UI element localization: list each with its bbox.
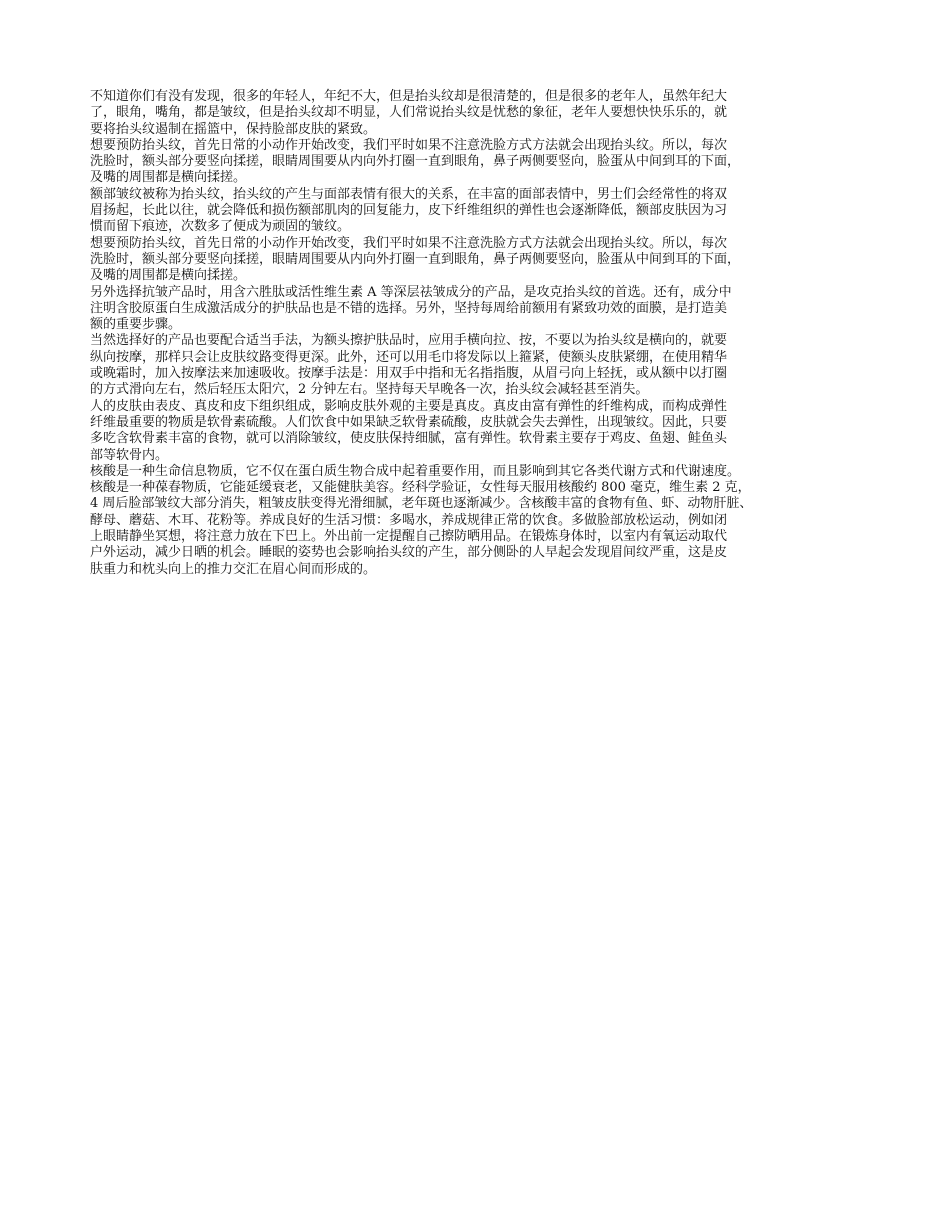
paragraph-massage: 当然选择好的产品也要配合适当手法，为额头擦护肤品时，应用手横向拉、按，不要以为抬头纹是横向的，就要 纵向按摩，那样只会让皮肤纹路变得更深。此外，还可以用毛巾将发际以上箍紧，使额头皮肤紧绷，在使用精华 或晚霜时，加入按摩法来加速吸收。按摩手法是：用双手中指和无名指指腹，从眉弓向上轻抚，或从额中以打圈 的方式滑向左右，然后轻压太阳穴，2 分钟左右。坚持每天早晚各一次，抬头纹会减轻甚至消失。: [90, 333, 728, 398]
document-body: [90, 89, 880, 578]
paragraph-prevention-repeat: 想要预防抬头纹，首先日常的小动作开始改变，我们平时如果不注意洗脸方式方法就会出现抬头纹。所以，每次 洗脸时，额头部分要竖向揉搓，眼睛周围要从内向外打圈一直到眼角，鼻子两侧要竖向，脸蛋从中间到耳的下面， 及嘴的周围都是横向揉搓。: [90, 235, 741, 284]
paragraph-prevention: 想要预防抬头纹，首先日常的小动作开始改变，我们平时如果不注意洗脸方式方法就会出现抬头纹。所以，每次 洗脸时，额头部分要竖向揉搓，眼睛周围要从内向外打圈一直到眼角，鼻子两侧要竖向，脸蛋从中间到耳的下面， 及嘴的周围都是横向揉搓。: [90, 137, 741, 186]
paragraph-skin-structure: 人的皮肤由表皮、真皮和皮下组织组成，影响皮肤外观的主要是真皮。真皮由富有弹性的纤维构成，而构成弹性 纤维最重要的物质是软骨素硫酸。人们饮食中如果缺乏软骨素硫酸，皮肤就会失去弹性，出现皱纹。因此，只要 多吃含软骨素丰富的食物，就可以消除皱纹，使皮肤保持细腻，富有弹性。软骨素主要存于鸡皮、鱼翅、鲑鱼头 部等软骨内。: [90, 398, 728, 463]
paragraph-products: 另外选择抗皱产品时，用含六胜肽或活性维生素 A 等深层祛皱成分的产品，是攻克抬头纹的首选。还有，成分中 注明含胶原蛋白生成激活成分的护肤品也是不错的选择。另外，坚持每周给前额用有紧致功效的面膜，是打造美 额的重要步骤。: [90, 284, 732, 333]
paragraph-nucleic-acid: 核酸是一种生命信息物质，它不仅在蛋白质生物合成中起着重要作用，而且影响到其它各类代谢方式和代谢速度。 核酸是一种葆春物质，它能延缓衰老，又能健肤美容。经科学验证，女性每天服用核酸约 800 毫克，维生素 2 克， 4 周后脸部皱纹大部分消失，粗皱皮肤变得光滑细腻，老年斑也逐渐减少。含核酸丰富的食物有鱼、虾、动物肝脏、 酵母、蘑菇、木耳、花粉等。养成良好的生活习惯：多喝水，养成规律正常的饮食。多做脸部放松运动，例如闭 上眼睛静坐冥想，将注意力放在下巴上。外出前一定提醒自己擦防晒用品。在锻炼身体时，以室内有氧运动取代 户外运动，减少日晒的机会。睡眠的姿势也会影响抬头纹的产生，部分侧卧的人早起会发现眉间纹严重，这是皮 肤重力和枕头向上的推力交汇在眉心间而形成的。: [90, 463, 753, 577]
paragraph-forehead-wrinkles: 额部皱纹被称为抬头纹，抬头纹的产生与面部表情有很大的关系，在丰富的面部表情中，男士们会经常性的将双 眉扬起，长此以往，就会降低和损伤额部肌肉的回复能力，皮下纤维组织的弹性也会逐渐降低，额部皮肤因为习 惯而留下痕迹，次数多了便成为顽固的皱纹。: [90, 186, 728, 235]
paragraph-intro: 不知道你们有没有发现，很多的年轻人，年纪不大，但是抬头纹却是很清楚的，但是很多的老年人，虽然年纪大 了，眼角，嘴角，都是皱纹，但是抬头纹却不明显，人们常说抬头纹是忧愁的象征，老年人要想快快乐乐的，就 要将抬头纹遏制在摇篮中，保持脸部皮肤的紧致。: [90, 89, 728, 137]
